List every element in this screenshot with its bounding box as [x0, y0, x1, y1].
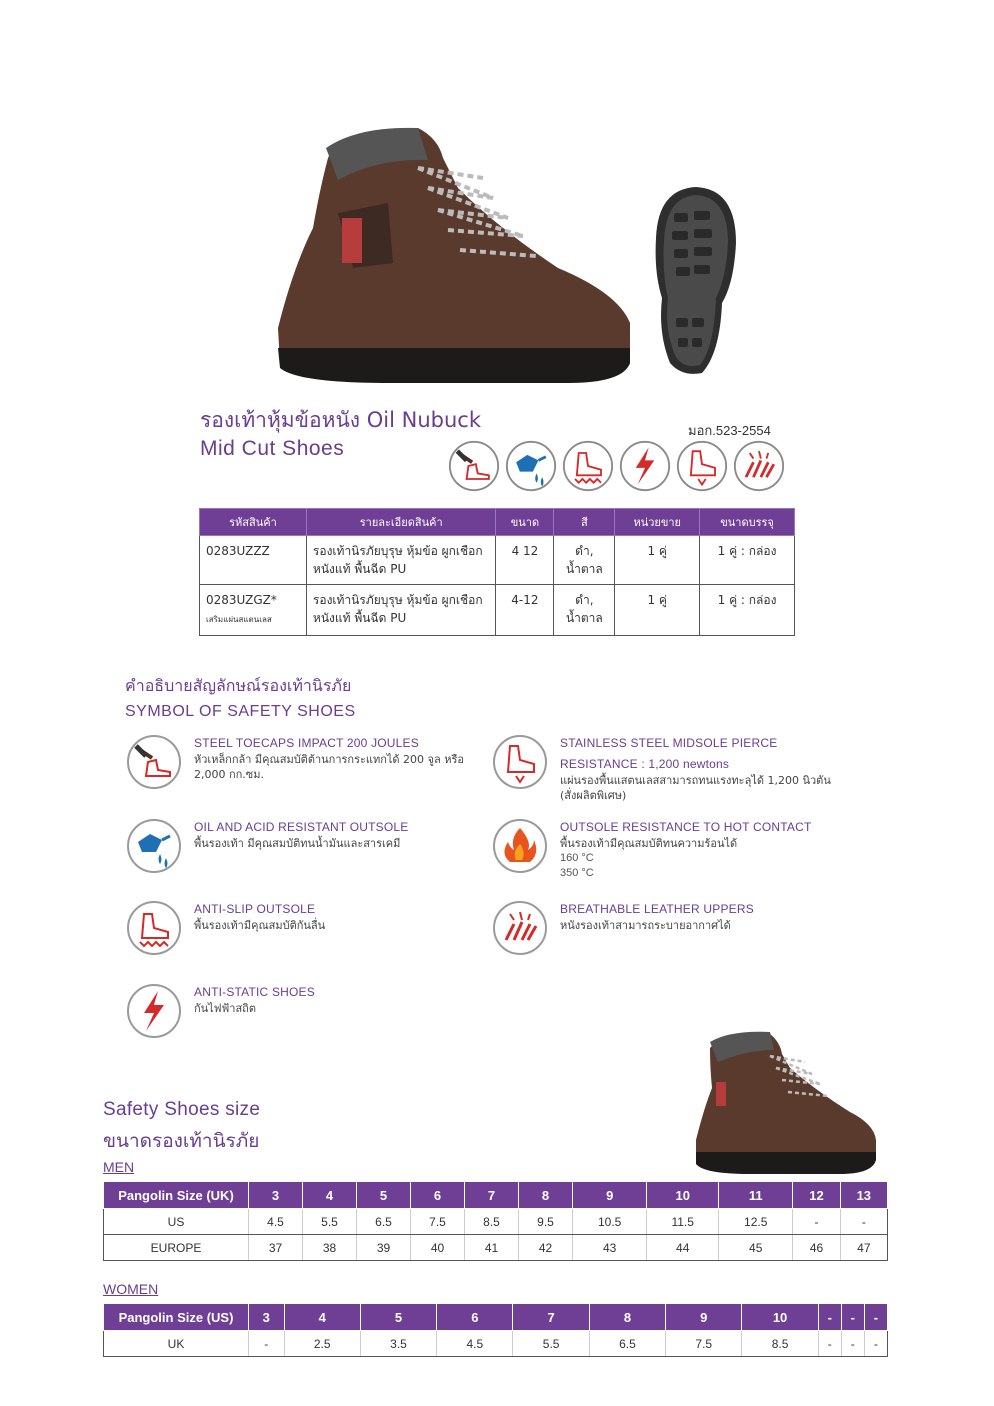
anti-slip-icon	[562, 440, 614, 492]
size-header-cell: 6	[411, 1182, 465, 1209]
col-code: รหัสสินค้า	[200, 509, 307, 536]
size-cell: 43	[573, 1235, 647, 1261]
size-title-en: Safety Shoes size	[103, 1099, 261, 1120]
product-pack: 1 คู่ : กล่อง	[700, 536, 795, 585]
product-desc: รองเท้านิรภัยบุรุษ หุ้มข้อ ผูกเชือก หนังแท้ พื้นฉีด PU	[306, 536, 496, 585]
size-cell: 8.5	[742, 1331, 818, 1357]
product-code	[200, 585, 307, 636]
product-unit: 1 คู่	[615, 585, 700, 636]
symbol-heading: STAINLESS STEEL MIDSOLE PIERCE	[560, 736, 778, 750]
anti-static-icon	[619, 440, 671, 492]
row-label: EUROPE	[104, 1235, 249, 1261]
size-cell: -	[864, 1331, 887, 1357]
symbol-description: พื้นรองเท้ามีคุณสมบัติกันลื่น	[194, 919, 326, 932]
size-cell: 2.5	[284, 1331, 360, 1357]
size-cell: 4.5	[249, 1209, 303, 1235]
symbol-heading: BREATHABLE LEATHER UPPERS	[560, 902, 754, 916]
steel-midsole-icon	[676, 440, 728, 492]
size-cell: 12.5	[719, 1209, 793, 1235]
size-cell: 11.5	[647, 1209, 719, 1235]
size-cell: 9.5	[519, 1209, 573, 1235]
symbol-description: กันไฟฟ้าสถิต	[194, 1002, 256, 1015]
size-cell: 38	[303, 1235, 357, 1261]
size-cell: 10.5	[573, 1209, 647, 1235]
symbol-heading: OUTSOLE RESISTANCE TO HOT CONTACT	[560, 820, 812, 834]
oil-acid-resistant-icon	[126, 818, 182, 874]
men-size-table	[103, 1181, 888, 1261]
table-row	[200, 536, 795, 585]
size-header-cell: -	[841, 1304, 864, 1331]
size-cell: -	[841, 1331, 864, 1357]
size-cell: 8.5	[465, 1209, 519, 1235]
boot-sole-image	[652, 183, 740, 378]
size-header-cell: 9	[666, 1304, 742, 1331]
steel-toecap-icon	[126, 734, 182, 790]
feature-icon-row	[448, 440, 798, 492]
code-note: เสริมแผ่นสแตนเลส	[206, 615, 272, 624]
size-header-cell: 12	[793, 1182, 840, 1209]
col-size: ขนาด	[496, 509, 554, 536]
size-header-cell: 7	[465, 1182, 519, 1209]
symbols-title-en: SYMBOL OF SAFETY SHOES	[125, 703, 356, 720]
flame-icon	[492, 818, 548, 874]
women-label: WOMEN	[103, 1281, 159, 1297]
size-cell: 6.5	[589, 1331, 665, 1357]
table-row	[104, 1331, 888, 1357]
size-cell: -	[840, 1209, 887, 1235]
symbol-heading: ANTI-STATIC SHOES	[194, 985, 315, 999]
temperature-1: 160 °C	[560, 852, 594, 864]
size-cell: 3.5	[360, 1331, 436, 1357]
size-cell: 5.5	[303, 1209, 357, 1235]
size-header-cell: 5	[357, 1182, 411, 1209]
symbol-heading-2: RESISTANCE : 1,200 newtons	[560, 757, 730, 771]
size-cell: 5.5	[513, 1331, 589, 1357]
symbol-description: พื้นรองเท้า มีคุณสมบัติทนน้ำมันและสารเคมี	[194, 837, 401, 850]
size-cell: -	[793, 1209, 840, 1235]
size-header-label: Pangolin Size (UK)	[104, 1182, 249, 1209]
size-header-cell: 7	[513, 1304, 589, 1331]
size-cell: 6.5	[357, 1209, 411, 1235]
size-header-cell: 3	[249, 1182, 303, 1209]
size-cell: 46	[793, 1235, 840, 1261]
size-header-cell: 13	[840, 1182, 887, 1209]
symbol-description: หนังรองเท้าสามารถระบายอากาศได้	[560, 919, 731, 932]
size-header-cell: 4	[284, 1304, 360, 1331]
symbol-heading: ANTI-SLIP OUTSOLE	[194, 902, 316, 916]
size-title-th: ขนาดรองเท้านิรภัย	[103, 1130, 260, 1152]
size-header-cell: 6	[437, 1304, 513, 1331]
women-size-header	[104, 1304, 888, 1331]
size-cell: 47	[840, 1235, 887, 1261]
size-header-cell: 8	[519, 1182, 573, 1209]
oil-acid-resistant-icon	[505, 440, 557, 492]
size-cell: 39	[357, 1235, 411, 1261]
product-table-header	[200, 509, 795, 536]
size-header-cell: 8	[589, 1304, 665, 1331]
product-size: 4 12	[496, 536, 554, 585]
row-label: US	[104, 1209, 249, 1235]
temperature-2: 350 °C	[560, 867, 594, 879]
table-row	[104, 1209, 888, 1235]
product-size: 4-12	[496, 585, 554, 636]
size-header-cell: 11	[719, 1182, 793, 1209]
women-size-table	[103, 1303, 888, 1357]
size-cell: 37	[249, 1235, 303, 1261]
size-header-cell: -	[818, 1304, 841, 1331]
size-cell: 41	[465, 1235, 519, 1261]
size-cell: 4.5	[437, 1331, 513, 1357]
product-title-en: Mid Cut Shoes	[200, 437, 345, 460]
product-title-th: รองเท้าหุ้มข้อหนัง Oil Nubuck	[200, 408, 481, 432]
size-header-cell: 9	[573, 1182, 647, 1209]
product-pack: 1 คู่ : กล่อง	[700, 585, 795, 636]
product-unit: 1 คู่	[615, 536, 700, 585]
product-color: ดำ, น้ำตาล	[554, 536, 615, 585]
symbols-title-th: คำอธิบายสัญลักษณ์รองเท้านิรภัย	[125, 676, 352, 695]
breathable-leather-icon	[492, 900, 548, 956]
steel-midsole-icon	[492, 734, 548, 790]
anti-slip-icon	[126, 900, 182, 956]
size-cell: -	[249, 1331, 285, 1357]
table-row	[104, 1235, 888, 1261]
size-header-cell: 5	[360, 1304, 436, 1331]
product-color: ดำ, น้ำตาล	[554, 585, 615, 636]
code-text: 0283UZGZ*	[206, 593, 277, 607]
boot-main-image	[268, 118, 638, 388]
boot-small-image	[690, 1028, 880, 1178]
size-header-cell: 10	[742, 1304, 818, 1331]
size-header-cell: 10	[647, 1182, 719, 1209]
symbol-description: แผ่นรองพื้นแสตนเลสสามารถทนแรงทะลุได้ 1,200 นิวตัน (สั่งผลิตพิเศษ)	[560, 774, 831, 802]
size-header-label: Pangolin Size (US)	[104, 1304, 249, 1331]
symbol-description: หัวเหล็กกล้า มีคุณสมบัติต้านการกระแทกได้ 200 จูล หรือ 2,000 กก.ซม.	[194, 753, 464, 781]
symbol-description: พื้นรองเท้ามีคุณสมบัติทนความร้อนได้	[560, 837, 738, 850]
size-cell: -	[818, 1331, 841, 1357]
size-header-cell: -	[864, 1304, 887, 1331]
men-label: MEN	[103, 1159, 135, 1175]
size-header-cell: 3	[249, 1304, 285, 1331]
size-cell: 40	[411, 1235, 465, 1261]
breathable-leather-icon	[733, 440, 785, 492]
size-cell: 42	[519, 1235, 573, 1261]
symbol-heading: STEEL TOECAPS IMPACT 200 JOULES	[194, 736, 419, 750]
size-cell: 44	[647, 1235, 719, 1261]
col-color: สี	[554, 509, 615, 536]
symbol-heading: OIL AND ACID RESISTANT OUTSOLE	[194, 820, 409, 834]
col-desc: รายละเอียดสินค้า	[306, 509, 496, 536]
anti-static-icon	[126, 983, 182, 1039]
standard-label: มอก.523-2554	[688, 423, 771, 438]
product-code	[200, 536, 307, 585]
size-cell: 7.5	[411, 1209, 465, 1235]
product-table	[199, 508, 795, 636]
table-row	[200, 585, 795, 636]
size-cell: 7.5	[666, 1331, 742, 1357]
col-pack: ขนาดบรรจุ	[700, 509, 795, 536]
men-size-header	[104, 1182, 888, 1209]
col-unit: หน่วยขาย	[615, 509, 700, 536]
steel-toecap-icon	[448, 440, 500, 492]
code-text: 0283UZZZ	[206, 544, 270, 558]
product-desc: รองเท้านิรภัยบุรุษ หุ้มข้อ ผูกเชือก หนังแท้ พื้นฉีด PU	[306, 585, 496, 636]
size-header-cell: 4	[303, 1182, 357, 1209]
size-cell: 45	[719, 1235, 793, 1261]
row-label: UK	[104, 1331, 249, 1357]
